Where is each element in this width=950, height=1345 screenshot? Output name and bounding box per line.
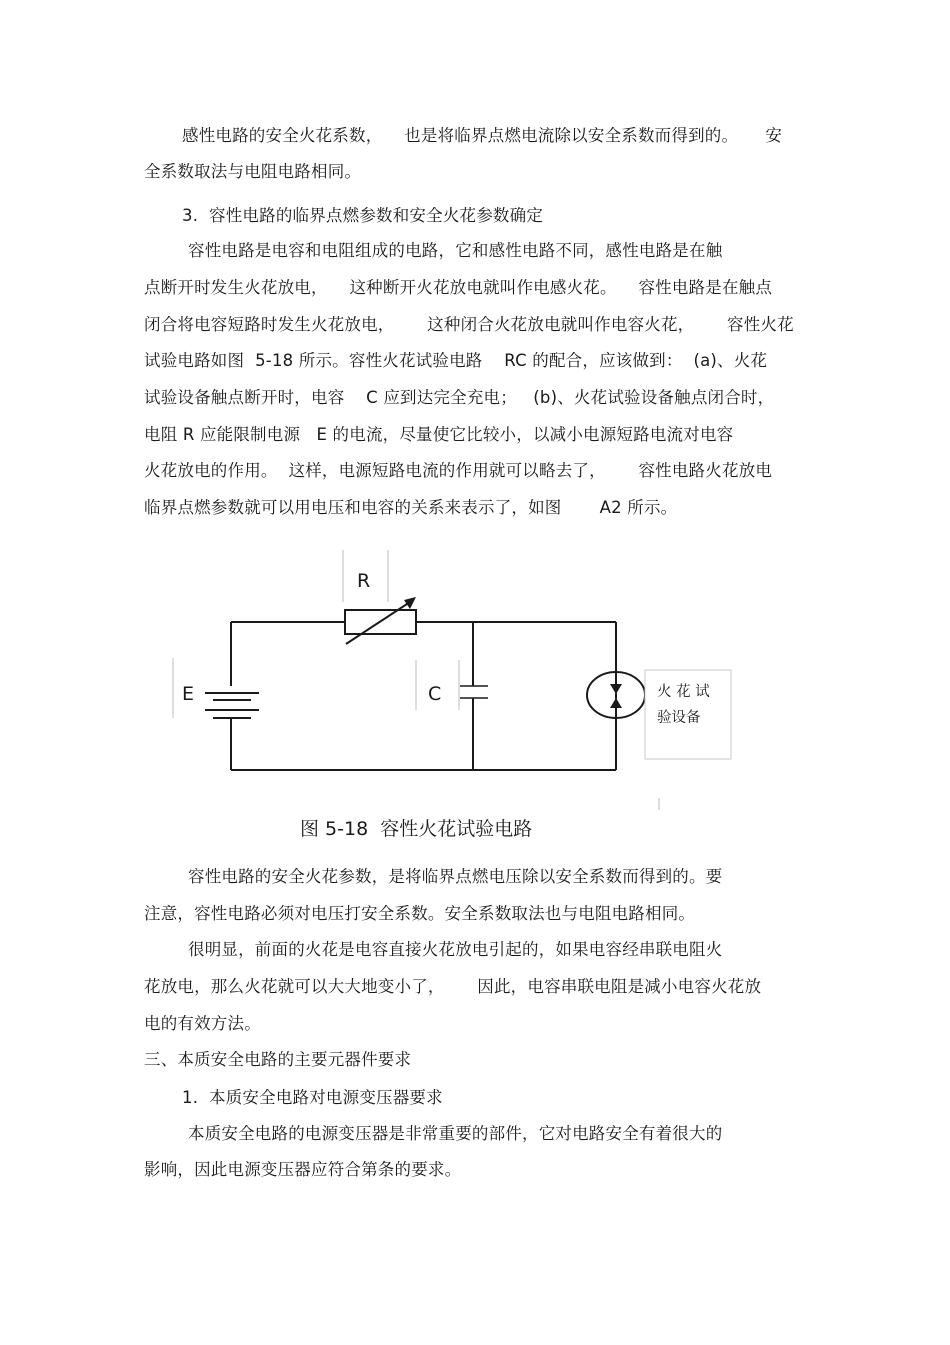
section-heading-components: 三、本质安全电路的主要元器件要求 xyxy=(144,1050,412,1069)
section-heading-capacitive: 3. 容性电路的临界点燃参数和安全火花参数确定 xyxy=(182,206,544,225)
text-line: 感性电路的安全火花系数， 也是将临界点燃电流除以安全系数而得到的。 安 xyxy=(182,126,783,145)
text-line: 全系数取法与电阻电路相同。 xyxy=(144,162,362,181)
device-label-line2: 验设备 xyxy=(657,710,701,726)
text-line: 试验设备触点断开时，电容 C 应到达完全充电； (b)、火花试验设备触点闭合时， xyxy=(144,388,775,407)
text-line: 临界点燃参数就可以用电压和电容的关系来表示了，如图 A2 所示。 xyxy=(144,498,678,517)
text-line: 容性电路的安全火花参数，是将临界点燃电压除以安全系数而得到的。要 xyxy=(188,867,723,886)
label-R: R xyxy=(357,570,371,592)
subsection-heading-transformer: 1. 本质安全电路对电源变压器要求 xyxy=(182,1088,443,1107)
label-E: E xyxy=(182,683,195,705)
variable-resistor-symbol xyxy=(345,597,416,644)
text-line: 花放电，那么火花就可以大大地变小了， 因此，电容串联电阻是减小电容火花放 xyxy=(144,977,762,996)
text-line: 注意，容性电路必须对电压打安全系数。安全系数取法也与电阻电路相同。 xyxy=(144,904,696,923)
text-line: 容性电路是电容和电阻组成的电路，它和感性电路不同，感性电路是在触 xyxy=(188,241,723,260)
circuit-diagram xyxy=(0,540,950,810)
capacitor-symbol xyxy=(460,686,488,698)
text-line: 电的有效方法。 xyxy=(144,1014,261,1033)
text-line: 很明显，前面的火花是电容直接火花放电引起的，如果电容经串联电阻火 xyxy=(188,940,723,959)
text-line: 火花放电的作用。 这样，电源短路电流的作用就可以略去了， 容性电路火花放电 xyxy=(144,461,773,480)
battery-symbol xyxy=(205,693,259,718)
text-line: 本质安全电路的电源变压器是非常重要的部件，它对电路安全有着很大的 xyxy=(188,1124,723,1143)
text-line: 试验电路如图 5-18 所示。容性火花试验电路 RC 的配合，应该做到： (a)、火花 xyxy=(144,351,768,370)
text-line: 电阻 R 应能限制电源 E 的电流，尽量使它比较小，以减小电源短路电流对电容 xyxy=(144,425,734,444)
label-C: C xyxy=(428,683,442,705)
text-line: 影响，因此电源变压器应符合第条的要求。 xyxy=(144,1160,462,1179)
figure-caption: 图 5-18 容性火花试验电路 xyxy=(300,818,533,840)
device-label-line1: 火 花 试 xyxy=(657,684,710,700)
spark-gap-symbol xyxy=(587,672,645,718)
text-line: 点断开时发生火花放电， 这种断开火花放电就叫作电感火花。 容性电路是在触点 xyxy=(144,278,773,297)
text-line: 闭合将电容短路时发生火花放电， 这种闭合火花放电就叫作电容火花， 容性火花 xyxy=(144,315,794,334)
